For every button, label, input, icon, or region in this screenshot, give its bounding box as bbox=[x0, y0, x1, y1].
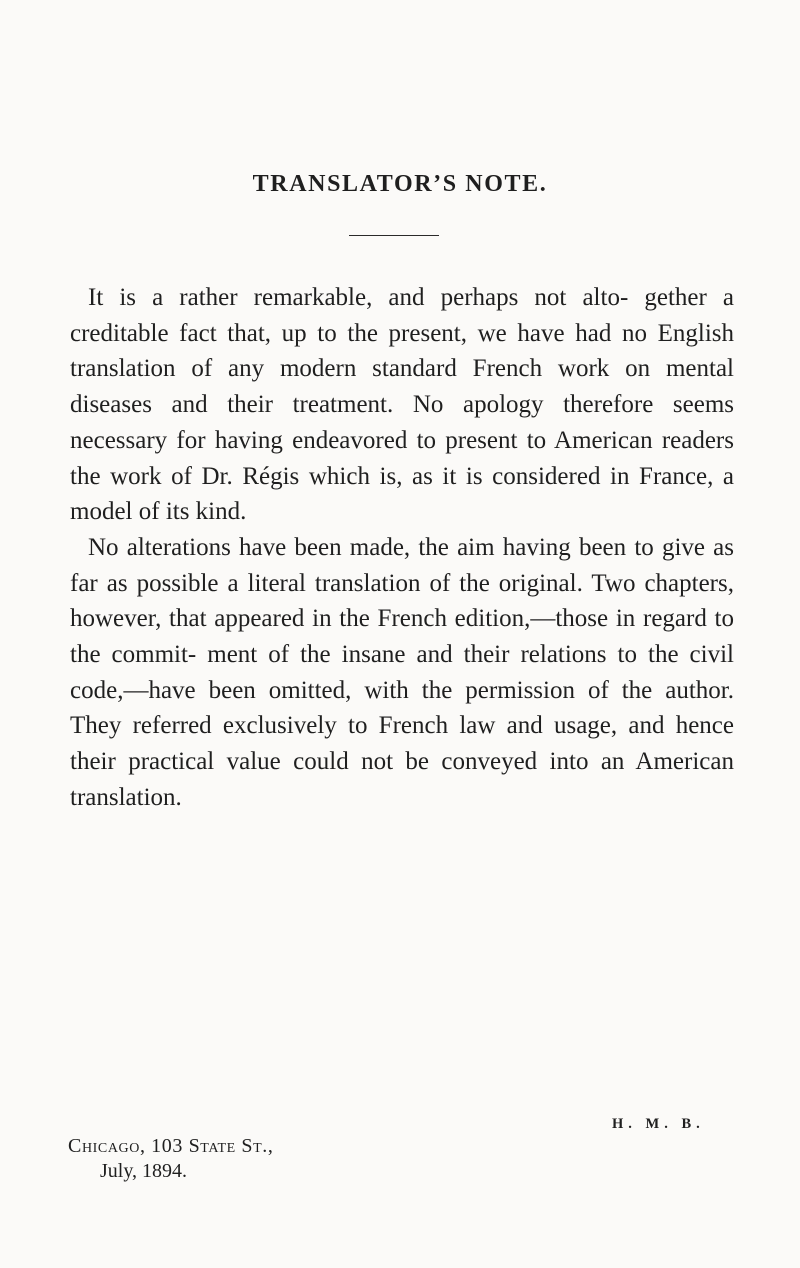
signature-date: July, 1894. bbox=[100, 1160, 188, 1182]
paragraph-2: No alterations have been made, the aim having been to give as far as possible a literal translation of the original. Two chapters, however, that appeared in the French edition,—those in regard to the commit- ment of the insane and their relations to the civil code,—have been omitted, with the permission of the author. They referred exclusively to French law and usage, and hence their practical value could not be conveyed into an American translation. bbox=[70, 533, 734, 811]
note-body bbox=[70, 280, 734, 816]
paragraph-1: It is a rather remarkable, and perhaps not alto- gether a creditable fact that, up to the present, we have had no English translation of any modern standard French work on mental diseases and their treatment. No apology therefore seems necessary for having endeavored to present to American readers the work of Dr. Régis which is, as it is considered in France, a model of its kind. bbox=[70, 284, 734, 526]
page-title: TRANSLATOR’S NOTE. bbox=[252, 171, 548, 197]
title-divider bbox=[349, 235, 439, 236]
signature-place: Chicago, 103 State St., bbox=[68, 1135, 274, 1157]
signature-initials: H. M. B. bbox=[612, 1116, 705, 1132]
